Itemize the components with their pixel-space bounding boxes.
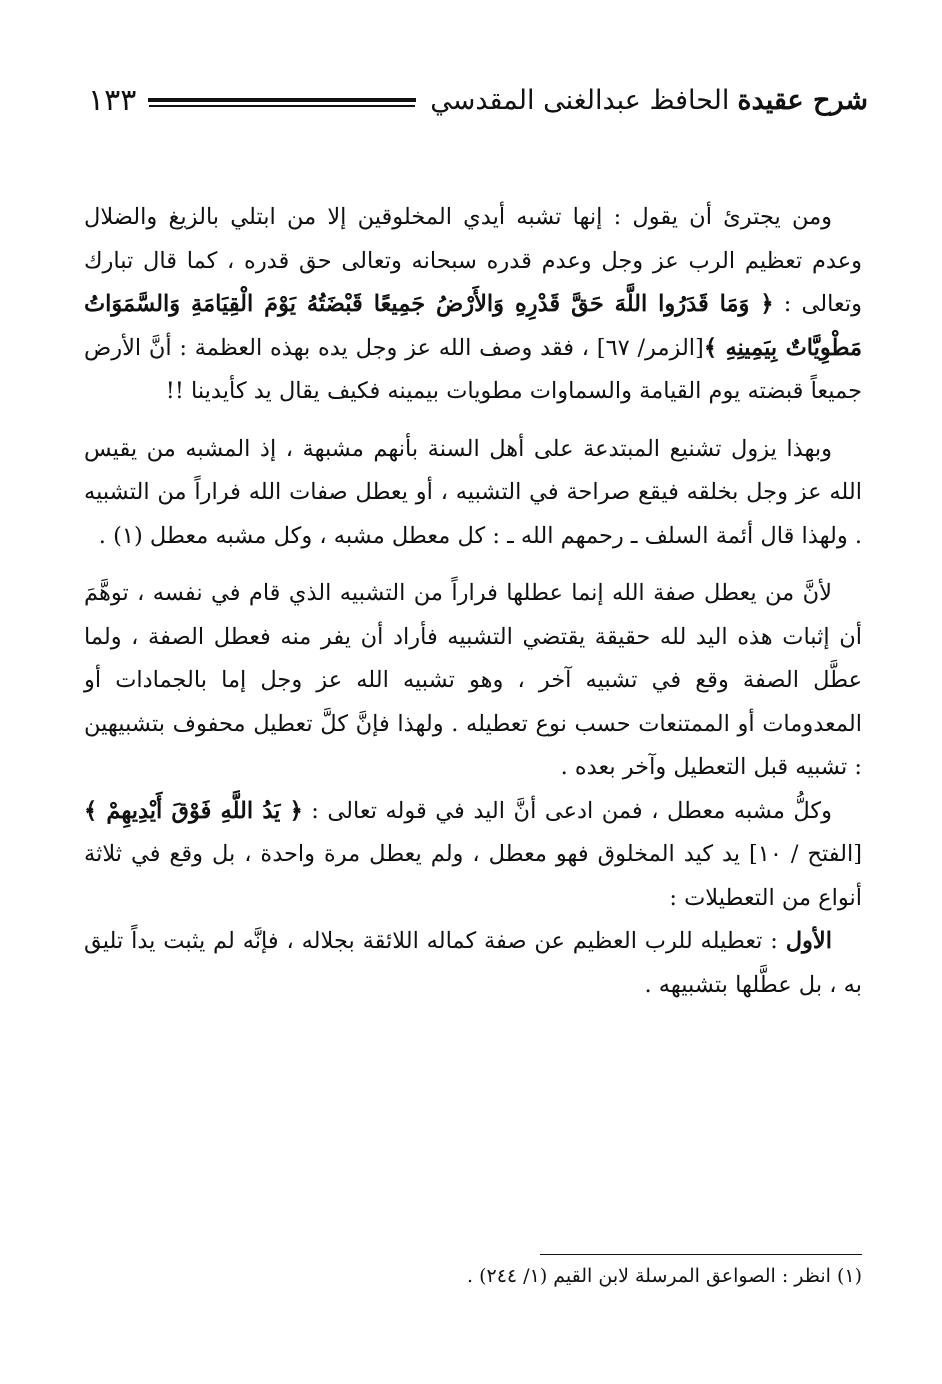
header-rule — [148, 98, 416, 102]
paragraph — [84, 790, 862, 921]
paragraph — [84, 572, 862, 790]
book-title-strong: شرح عقيدة — [737, 84, 868, 116]
text-run: وبهذا يزول تشنيع المبتدعة على أهل السنة بأنهم مشبهة ، إذ المشبه من يقيس الله عز وجل بخلقه فيقع صراحة في التشبيه ، أو يعطل صفات الله فراراً من التشبيه . ولهذا قال أئمة السلف ـ رحمهم الله ـ : كل معطل مشبه ، وكل مشبه معطل (١) . — [84, 435, 862, 549]
text-run: ومن يجترئ أن يقول : إنها تشبه أيدي المخلوقين إلا من ابتلي بالزيغ والضلال وعدم تعظيم الرب عز وجل وعدم قدره سبحانه وتعالى حق قدره ، كما قال تبارك وتعالى : — [84, 204, 862, 317]
text-run: لأنَّ من يعطل صفة الله إنما عطلها فراراً من التشبيه الذي قام في نفسه ، توهَّمَ أن إثبات هذه اليد لله حقيقة يقتضي التشبيه فأراد أن يفر منه فعطل الصفة ، ولما عطَّل الصفة وقع في تشبيه آخر ، وهو تشبيه الله عز وجل إما بالجمادات أو المعدومات أو الممتنعات حسب نوع تعطيله . ولهذا فإنَّ كلَّ تعطيل محفوف بتشبيهين : تشبيه قبل التعطيل وآخر بعده . — [84, 580, 862, 780]
body-text — [84, 196, 862, 1007]
footnote: (١) انظر : الصواعق المرسلة لابن القيم (١/ ٢٤٤) . — [467, 1265, 862, 1287]
footnote-rule — [540, 1254, 862, 1255]
page-number: ١٣٣ — [88, 82, 137, 118]
quran-verse: ﴿ يَدُ اللَّهِ فَوْقَ أَيْدِيهِمْ ﴾ — [84, 797, 303, 824]
paragraph — [84, 428, 862, 559]
book-title-rest: الحافظ عبدالغنى المقدسي — [430, 84, 730, 116]
quran-verse: ﴿ وَمَا قَدَرُوا اللَّهَ حَقَّ قَدْرِهِ وَالأَرْضُ جَمِيعًا قَبْضَتُهُ يَوْمَ الْقِيَامَةِ وَالسَّمَوَاتُ مَطْوِيَّاتٌ بِيَمِينِهِ ﴾ — [84, 291, 862, 361]
page-header — [88, 70, 868, 130]
paragraph — [84, 920, 862, 1007]
paragraph — [84, 196, 862, 414]
book-title — [430, 85, 868, 116]
text-run: [الزمر/ ٦٧] ، فقد وصف الله عز وجل يده بهذه العظمة : أنَّ الأرض جميعاً قبضته يوم القيامة والسماوات مطويات بيمينه فكيف يقال يد كأيدينا !! — [84, 334, 862, 404]
text-run: وكلُّ مشبه معطل ، فمن ادعى أنَّ اليد في قوله تعالى : — [302, 797, 832, 824]
text-run: : تعطيله للرب العظيم عن صفة كماله اللائقة بجلاله ، فإنَّه لم يثبت يداً تليق به ، بل عطَّلها بتشبيهه . — [84, 928, 862, 998]
text-run: [الفتح / ١٠] يد كيد المخلوق فهو معطل ، ولم يعطل مرة واحدة ، بل وقع في ثلاثة أنواع من التعطيلات : — [84, 841, 863, 911]
lead-word: الأول — [785, 928, 832, 954]
